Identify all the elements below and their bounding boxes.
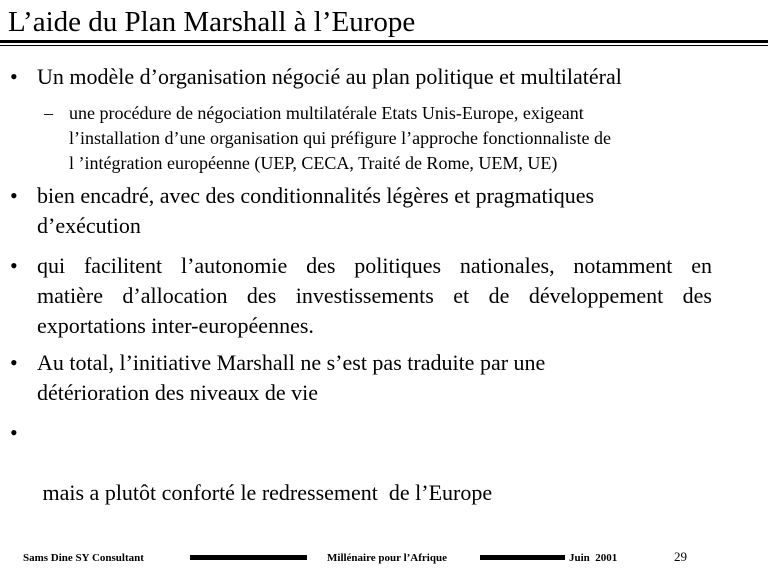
- bullet-line: Au total, l’initiative Marshall ne s’est pas traduite par une: [37, 350, 546, 375]
- bullet-line: Un modèle d’organisation négocié au plan politique et multilatéral: [37, 64, 622, 89]
- bullet-line: mais a plutôt conforté le redressement de l’Europe: [37, 480, 493, 505]
- bullet-item-5: [37, 418, 717, 538]
- bullet-item-3: [37, 251, 712, 341]
- bullet-item-1: [37, 62, 717, 92]
- title-rule-thick: [0, 40, 768, 43]
- footer-center: Millénaire pour l’Afrique: [327, 552, 447, 564]
- footer-date: Juin 2001: [569, 552, 618, 564]
- subbullet-line: l’installation d’une organisation qui préfigure l’approche fonctionnaliste de: [69, 128, 612, 148]
- bullet-line: matière d’allocation des investissements et de développement des: [37, 283, 712, 308]
- bullet-marker: •: [10, 350, 18, 375]
- bullet-line: qui facilitent l’autonomie des politiques nationales, notamment en: [37, 253, 712, 278]
- footer-bar-right: [480, 555, 565, 560]
- bullet-line: exportations inter-européennes.: [37, 313, 314, 338]
- bullet-marker: •: [10, 253, 18, 278]
- subbullet-item: [69, 101, 719, 176]
- footer-bar-left: [190, 555, 307, 560]
- bullet-marker: •: [10, 183, 18, 208]
- slide-title: L’aide du Plan Marshall à l’Europe: [8, 6, 416, 38]
- subbullet-marker: –: [44, 103, 53, 123]
- bullet-item-2: [37, 181, 717, 241]
- bullet-marker: •: [10, 64, 18, 89]
- bullet-marker: •: [10, 420, 18, 445]
- subbullet-line: l ’intégration européenne (UEP, CECA, Traité de Rome, UEM, UE): [69, 153, 558, 173]
- title-rule-thin: [0, 45, 768, 46]
- bullet-line: détérioration des niveaux de vie: [37, 380, 319, 405]
- page-number: 29: [674, 549, 687, 564]
- bullet-line: bien encadré, avec des conditionnalités légères et pragmatiques: [37, 183, 595, 208]
- footer-author: Sams Dine SY Consultant: [23, 552, 144, 564]
- bullet-item-4: [37, 348, 717, 408]
- footer: [0, 549, 768, 567]
- subbullet-line: une procédure de négociation multilatérale Etats Unis-Europe, exigeant: [69, 103, 584, 123]
- bullet-line: d’exécution: [37, 213, 141, 238]
